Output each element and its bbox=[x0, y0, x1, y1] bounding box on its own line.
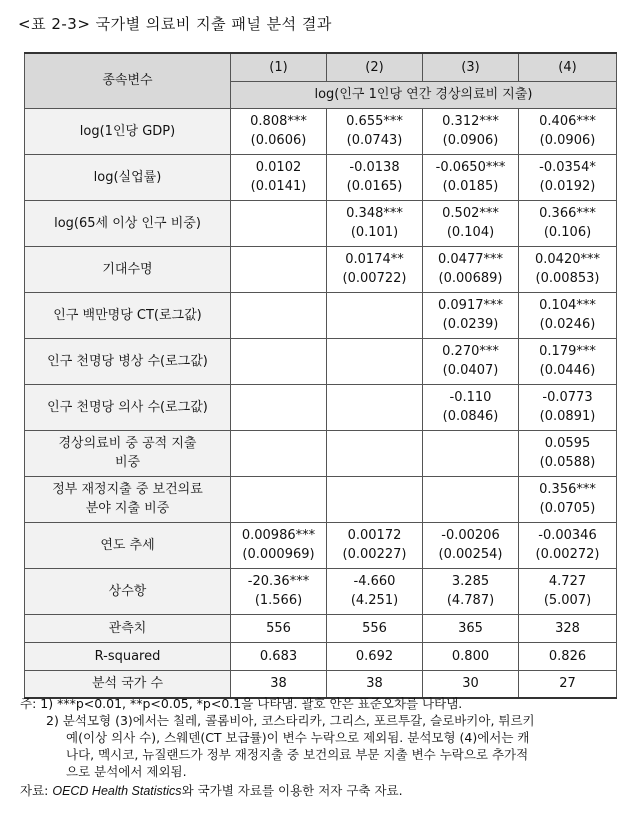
stats-value: 0.800 bbox=[423, 642, 519, 670]
coef-cell bbox=[519, 476, 617, 522]
table-row bbox=[25, 200, 617, 246]
std-error: (0.0906) bbox=[442, 133, 499, 148]
row-label-line: 인구 백만명당 CT(로그값) bbox=[53, 307, 202, 323]
row-label-line: 비중 bbox=[114, 455, 141, 470]
row-label-line: log(65세 이상 인구 비중) bbox=[54, 215, 201, 231]
coef-cell bbox=[423, 384, 519, 430]
coef-cell bbox=[327, 246, 423, 292]
table-row bbox=[25, 568, 617, 614]
coef-cell bbox=[423, 108, 519, 154]
coefficient: -0.0650*** bbox=[435, 160, 506, 175]
row-label bbox=[25, 246, 231, 292]
note-2-line-1: 2) 분석모형 (3)에서는 칠레, 콜롬비아, 코스타리카, 그리스, 포르투갈, 슬로바키아, 튀르키 bbox=[46, 713, 535, 728]
std-error: (4.787) bbox=[446, 593, 495, 608]
row-label-line: 상수항 bbox=[108, 583, 147, 599]
stats-value: 0.692 bbox=[327, 642, 423, 670]
std-error: (0.0192) bbox=[539, 179, 596, 194]
table-row bbox=[25, 292, 617, 338]
stats-row bbox=[25, 642, 617, 670]
std-error: (4.251) bbox=[350, 593, 399, 608]
table-row bbox=[25, 430, 617, 476]
row-label-line: 기대수명 bbox=[102, 261, 153, 277]
table-row bbox=[25, 246, 617, 292]
row-label bbox=[25, 522, 231, 568]
row-label-line: log(실업률) bbox=[93, 169, 162, 185]
coefficient: 0.0420*** bbox=[535, 252, 600, 267]
source-prefix: 자료: bbox=[20, 783, 53, 798]
header-row bbox=[25, 53, 617, 81]
coef-cell bbox=[327, 476, 423, 522]
coef-cell bbox=[423, 522, 519, 568]
stats-label: 관측치 bbox=[25, 614, 231, 642]
coefficient: 0.406*** bbox=[539, 114, 596, 129]
col-header-1: (1) bbox=[231, 53, 327, 81]
coef-cell bbox=[327, 568, 423, 614]
col-header-2: (2) bbox=[327, 53, 423, 81]
coef-cell bbox=[231, 568, 327, 614]
coefficient: -0.00346 bbox=[538, 528, 597, 543]
row-label bbox=[25, 292, 231, 338]
coef-cell bbox=[327, 430, 423, 476]
coef-cell bbox=[231, 430, 327, 476]
coefficient: -0.0354* bbox=[539, 160, 596, 175]
std-error: (0.0846) bbox=[442, 409, 499, 424]
coef-cell bbox=[327, 200, 423, 246]
coef-cell bbox=[519, 154, 617, 200]
std-error: (1.566) bbox=[254, 593, 303, 608]
std-error: (0.0588) bbox=[539, 455, 596, 470]
coefficient: 0.312*** bbox=[442, 114, 499, 129]
coef-cell bbox=[519, 200, 617, 246]
coefficient: 0.270*** bbox=[442, 344, 499, 359]
std-error: (0.0165) bbox=[346, 179, 403, 194]
coefficient: 0.655*** bbox=[346, 114, 403, 129]
std-error: (0.0246) bbox=[539, 317, 596, 332]
std-error: (0.00272) bbox=[535, 547, 600, 562]
row-label bbox=[25, 338, 231, 384]
std-error: (0.0141) bbox=[250, 179, 307, 194]
row-label bbox=[25, 568, 231, 614]
std-error: (5.007) bbox=[543, 593, 592, 608]
std-error: (0.00689) bbox=[438, 271, 503, 286]
row-label-line: log(1인당 GDP) bbox=[79, 123, 176, 139]
coef-cell bbox=[231, 200, 327, 246]
note-2-line-4: 으로 분석에서 제외됨. bbox=[66, 764, 187, 779]
coefficient: -0.0773 bbox=[542, 390, 593, 405]
row-label-line: 경상의료비 중 공적 지출 bbox=[58, 436, 197, 451]
stats-value: 27 bbox=[519, 670, 617, 698]
stats-value: 365 bbox=[423, 614, 519, 642]
coefficient: 0.104*** bbox=[539, 298, 596, 313]
coef-cell bbox=[519, 430, 617, 476]
std-error: (0.0743) bbox=[346, 133, 403, 148]
table-row bbox=[25, 522, 617, 568]
table-row bbox=[25, 384, 617, 430]
note-2-line-2: 예(이상 의사 수), 스웨덴(CT 보급률)이 변수 누락으로 제외됨. 분석모형 (4)에서는 캐 bbox=[66, 730, 530, 745]
coef-cell bbox=[231, 154, 327, 200]
coefficient: 0.502*** bbox=[442, 206, 499, 221]
row-label bbox=[25, 430, 231, 476]
coefficient: 0.0917*** bbox=[438, 298, 503, 313]
source-italic: OECD Health Statistics bbox=[52, 784, 182, 798]
coef-cell bbox=[423, 568, 519, 614]
coef-cell bbox=[423, 154, 519, 200]
std-error: (0.0185) bbox=[442, 179, 499, 194]
std-error: (0.00853) bbox=[535, 271, 600, 286]
col-header-4: (4) bbox=[519, 53, 617, 81]
row-label-line: 인구 천명당 의사 수(로그값) bbox=[47, 399, 208, 415]
source-line bbox=[20, 782, 620, 800]
coefficient: 0.366*** bbox=[539, 206, 596, 221]
coefficient: 0.0102 bbox=[255, 160, 302, 175]
coefficient: -4.660 bbox=[353, 574, 396, 589]
coef-cell bbox=[231, 476, 327, 522]
coef-cell bbox=[231, 384, 327, 430]
std-error: (0.0705) bbox=[539, 501, 596, 516]
coef-cell bbox=[327, 292, 423, 338]
std-error: (0.0407) bbox=[442, 363, 499, 378]
coefficient: -20.36*** bbox=[247, 574, 310, 589]
table-caption: <표 2-3> 국가별 의료비 지출 패널 분석 결과 bbox=[18, 15, 332, 33]
stats-row bbox=[25, 670, 617, 698]
coef-cell bbox=[423, 338, 519, 384]
coefficient: 3.285 bbox=[451, 574, 490, 589]
coef-cell bbox=[327, 108, 423, 154]
dep-var-label: 종속변수 bbox=[25, 53, 231, 108]
std-error: (0.0891) bbox=[539, 409, 596, 424]
coefficient: 0.356*** bbox=[539, 482, 596, 497]
row-label-line: 분야 지출 비중 bbox=[85, 501, 170, 516]
coef-cell bbox=[327, 384, 423, 430]
coefficient: 0.348*** bbox=[346, 206, 403, 221]
coefficient: 0.808*** bbox=[250, 114, 307, 129]
coefficient: -0.00206 bbox=[441, 528, 500, 543]
std-error: (0.0606) bbox=[250, 133, 307, 148]
std-error: (0.00722) bbox=[342, 271, 407, 286]
coefficient: 0.0477*** bbox=[438, 252, 503, 267]
std-error: (0.00254) bbox=[438, 547, 503, 562]
note-2-line-3: 나다, 멕시코, 뉴질랜드가 정부 재정지출 중 보건의료 부문 지출 변수 누락으로 추가적 bbox=[66, 747, 529, 762]
stats-value: 328 bbox=[519, 614, 617, 642]
coef-cell bbox=[423, 476, 519, 522]
coef-cell bbox=[423, 200, 519, 246]
std-error: (0.0239) bbox=[442, 317, 499, 332]
coef-cell bbox=[519, 568, 617, 614]
stats-value: 30 bbox=[423, 670, 519, 698]
std-error: (0.0906) bbox=[539, 133, 596, 148]
coef-cell bbox=[423, 246, 519, 292]
coef-cell bbox=[519, 522, 617, 568]
row-label-line: 정부 재정지출 중 보건의료 bbox=[52, 482, 203, 497]
table-row bbox=[25, 108, 617, 154]
table-row bbox=[25, 476, 617, 522]
coefficient: -0.110 bbox=[449, 390, 492, 405]
stats-value: 0.826 bbox=[519, 642, 617, 670]
coefficient: 0.179*** bbox=[539, 344, 596, 359]
row-label bbox=[25, 154, 231, 200]
coef-cell bbox=[231, 338, 327, 384]
row-label bbox=[25, 476, 231, 522]
coefficient: -0.0138 bbox=[349, 160, 400, 175]
coefficient: 4.727 bbox=[548, 574, 587, 589]
stats-label: R-squared bbox=[25, 642, 231, 670]
row-label-line: 연도 추세 bbox=[100, 537, 155, 553]
row-label-line: 인구 천명당 병상 수(로그값) bbox=[47, 353, 208, 369]
note-1: 주: 1) ***p<0.01, **p<0.05, *p<0.1을 나타냄. 괄호 안은 표준오차를 나타냄. bbox=[20, 696, 463, 711]
coef-cell bbox=[423, 292, 519, 338]
source-suffix: 와 국가별 자료를 이용한 저자 구축 자료. bbox=[181, 783, 403, 798]
std-error: (0.0446) bbox=[539, 363, 596, 378]
table-row bbox=[25, 154, 617, 200]
coefficient: 0.0174** bbox=[345, 252, 404, 267]
coef-cell bbox=[231, 246, 327, 292]
coef-cell bbox=[327, 522, 423, 568]
stats-value: 556 bbox=[327, 614, 423, 642]
stats-row bbox=[25, 614, 617, 642]
coef-cell bbox=[519, 384, 617, 430]
regression-table bbox=[24, 52, 617, 699]
stats-value: 556 bbox=[231, 614, 327, 642]
coef-cell bbox=[231, 522, 327, 568]
std-error: (0.106) bbox=[543, 225, 592, 240]
coef-cell bbox=[327, 338, 423, 384]
coef-cell bbox=[519, 108, 617, 154]
row-label bbox=[25, 200, 231, 246]
coefficient: 0.00172 bbox=[347, 528, 402, 543]
coefficient: 0.00986*** bbox=[241, 528, 316, 543]
coef-cell bbox=[327, 154, 423, 200]
table-row bbox=[25, 338, 617, 384]
coef-cell bbox=[231, 108, 327, 154]
stats-value: 38 bbox=[327, 670, 423, 698]
std-error: (0.00227) bbox=[342, 547, 407, 562]
std-error: (0.104) bbox=[446, 225, 495, 240]
col-header-3: (3) bbox=[423, 53, 519, 81]
row-label bbox=[25, 108, 231, 154]
stats-value: 0.683 bbox=[231, 642, 327, 670]
coefficient: 0.0595 bbox=[544, 436, 591, 451]
coef-cell bbox=[423, 430, 519, 476]
coef-cell bbox=[519, 338, 617, 384]
stats-value: 38 bbox=[231, 670, 327, 698]
coef-cell bbox=[231, 292, 327, 338]
stats-label: 분석 국가 수 bbox=[25, 670, 231, 698]
row-label bbox=[25, 384, 231, 430]
coef-cell bbox=[519, 292, 617, 338]
coef-cell bbox=[519, 246, 617, 292]
dep-var-name: log(인구 1인당 연간 경상의료비 지출) bbox=[231, 81, 617, 108]
table-notes bbox=[20, 695, 620, 800]
std-error: (0.101) bbox=[350, 225, 399, 240]
std-error: (0.000969) bbox=[242, 547, 315, 562]
